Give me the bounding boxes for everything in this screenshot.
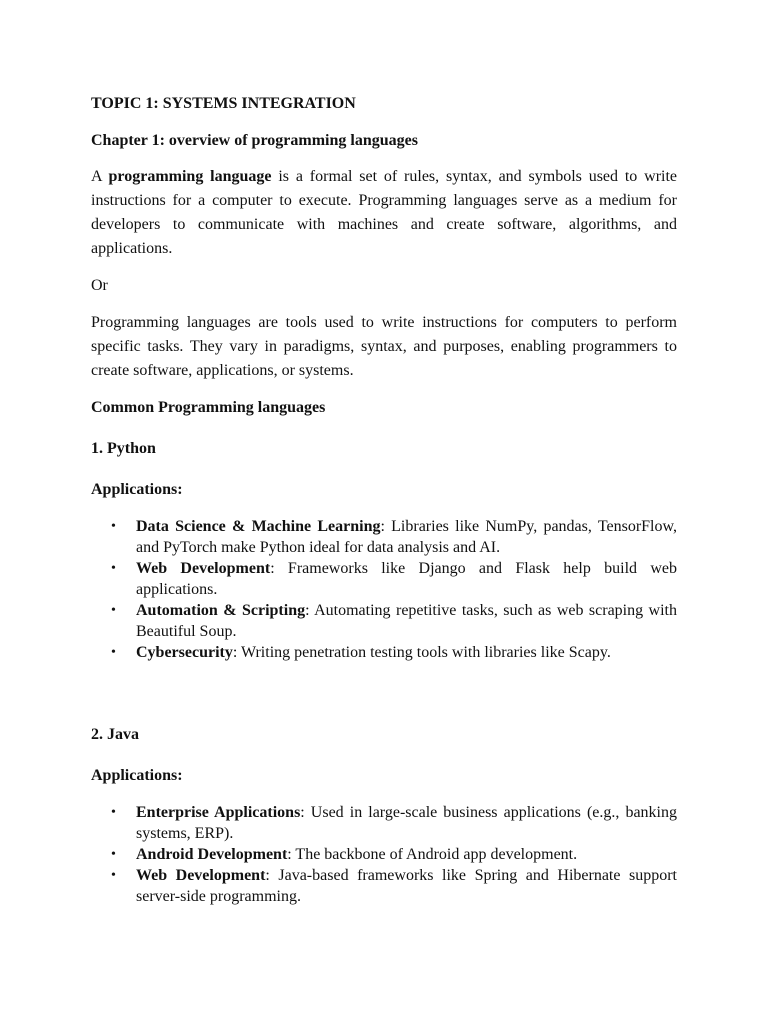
or-separator: Or <box>91 277 108 294</box>
list-item-text: : Automating repetitive tasks, such as web scraping with Beautiful Soup. <box>136 602 677 640</box>
list-item <box>91 802 677 844</box>
list-item-title: Cybersecurity <box>136 644 233 661</box>
alternate-definition-paragraph: Programming languages are tools used to write instructions for computers to perform specific tasks. They vary in paradigms, syntax, and purposes, enabling programmers to create software, applications, or systems. <box>91 314 677 379</box>
list-item-text: : The backbone of Android app development. <box>287 846 578 863</box>
bullet-icon: • <box>111 847 116 862</box>
list-item-text: : Java-based frameworks like Spring and Hibernate support server-side programming. <box>136 867 678 905</box>
list-item-text: : Writing penetration testing tools with libraries like Scapy. <box>232 644 611 661</box>
list-item-title: Data Science & Machine Learning <box>136 518 381 535</box>
common-languages-heading: Common Programming languages <box>91 399 326 416</box>
list-item-title: Enterprise Applications <box>136 804 301 821</box>
chapter-title: Chapter 1: overview of programming languages <box>91 132 418 149</box>
bullet-icon: • <box>111 868 116 883</box>
list-item-text: : Used in large-scale business applications (e.g., banking systems, ERP). <box>136 804 678 842</box>
definition-term: programming language <box>108 168 272 185</box>
python-heading: 1. Python <box>91 440 156 457</box>
python-applications-list <box>91 516 677 663</box>
bullet-icon: • <box>111 805 116 820</box>
bullet-icon: • <box>111 603 116 618</box>
list-item <box>91 865 677 907</box>
list-item-title: Android Development <box>136 846 288 863</box>
document-content <box>91 92 677 907</box>
list-item-text: : Frameworks like Django and Flask help build web applications. <box>136 560 678 598</box>
list-item <box>91 642 677 663</box>
topic-title: TOPIC 1: SYSTEMS INTEGRATION <box>91 95 356 112</box>
list-item-text: : Libraries like NumPy, pandas, TensorFlow, and PyTorch make Python ideal for data analysis and AI. <box>136 518 677 556</box>
bullet-icon: • <box>111 561 116 576</box>
list-item <box>91 844 677 865</box>
bullet-icon: • <box>111 519 116 534</box>
list-item <box>91 600 677 642</box>
list-item <box>91 558 677 600</box>
list-item-title: Web Development <box>136 867 266 884</box>
list-item-title: Web Development <box>136 560 271 577</box>
java-applications-list <box>91 802 677 907</box>
definition-paragraph <box>91 165 677 261</box>
definition-prefix: A <box>91 168 109 185</box>
definition-rest: is a formal set of rules, syntax, and symbols used to write instructions for a computer to execute. Programming languages serve as a medium for developers to communicate with machines and create software, algorithms, and applications. <box>91 168 678 257</box>
python-applications-label: Applications: <box>91 481 183 498</box>
java-applications-label: Applications: <box>91 767 183 784</box>
list-item-title: Automation & Scripting <box>136 602 306 619</box>
bullet-icon: • <box>111 645 116 660</box>
java-heading: 2. Java <box>91 726 139 743</box>
list-item <box>91 516 677 558</box>
